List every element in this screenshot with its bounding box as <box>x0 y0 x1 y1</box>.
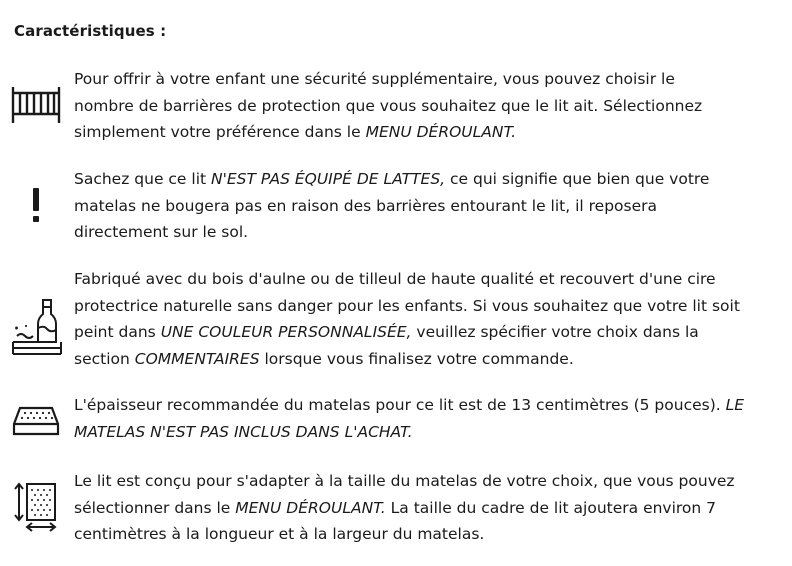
crib-icon <box>11 85 63 129</box>
feature-text <box>74 468 782 548</box>
body-text: Le lit est conçu pour s'adapter à la taille du matelas de votre choix, que vous pouvez sélectionner dans le <box>74 472 735 517</box>
emphasis-text: MENU DÉROULANT. <box>365 123 517 141</box>
body-text: La taille du cadre de lit ajoutera environ 7 centimètres à la longueur et à la largeur du matelas. <box>74 498 717 543</box>
feature-text <box>74 166 782 246</box>
emphasis-text: LE MATELAS N'EST PAS INCLUS DANS L'ACHAT. <box>74 396 745 441</box>
emphasis-text: N'EST PAS ÉQUIPÉ DE LATTES, <box>211 170 446 188</box>
feature-text <box>74 266 782 372</box>
body-text: Fabriqué avec du bois d'aulne ou de tilleul de haute qualité et recouvert d'une cire protectrice naturelle sans danger pour les enfants. Si vous souhaitez que votre lit soit peint dans <box>74 270 740 341</box>
dimensions-icon <box>11 482 63 526</box>
body-text: Sachez que ce lit <box>74 170 212 188</box>
emphasis-text: UNE COULEUR PERSONNALISÉE, <box>160 323 412 341</box>
wax-finish-icon <box>11 298 63 342</box>
body-text: Pour offrir à votre enfant une sécurité supplémentaire, vous pouvez choisir le nombre de barrières de protection que vous souhaitez que le lit ait. Sélectionnez simplement votre préférence dans le <box>74 70 703 141</box>
body-text: veuillez spécifier votre choix dans la section <box>74 323 699 368</box>
body-text: ce qui signifie que bien que votre matelas ne bougera pas en raison des barrières entourant le lit, il reposera directement sur le sol. <box>74 170 710 241</box>
body-text: L'épaisseur recommandée du matelas pour ce lit est de 13 centimètres (5 pouces). <box>74 396 726 414</box>
body-text: lorsque vous finalisez votre commande. <box>259 349 574 368</box>
section-heading: Caractéristiques : <box>14 22 167 40</box>
exclamation-icon <box>11 185 63 229</box>
emphasis-text: MENU DÉROULANT. <box>235 498 386 517</box>
feature-text <box>74 66 782 146</box>
mattress-icon <box>11 404 63 448</box>
emphasis-text: COMMENTAIRES <box>134 349 260 368</box>
feature-text <box>74 392 782 445</box>
